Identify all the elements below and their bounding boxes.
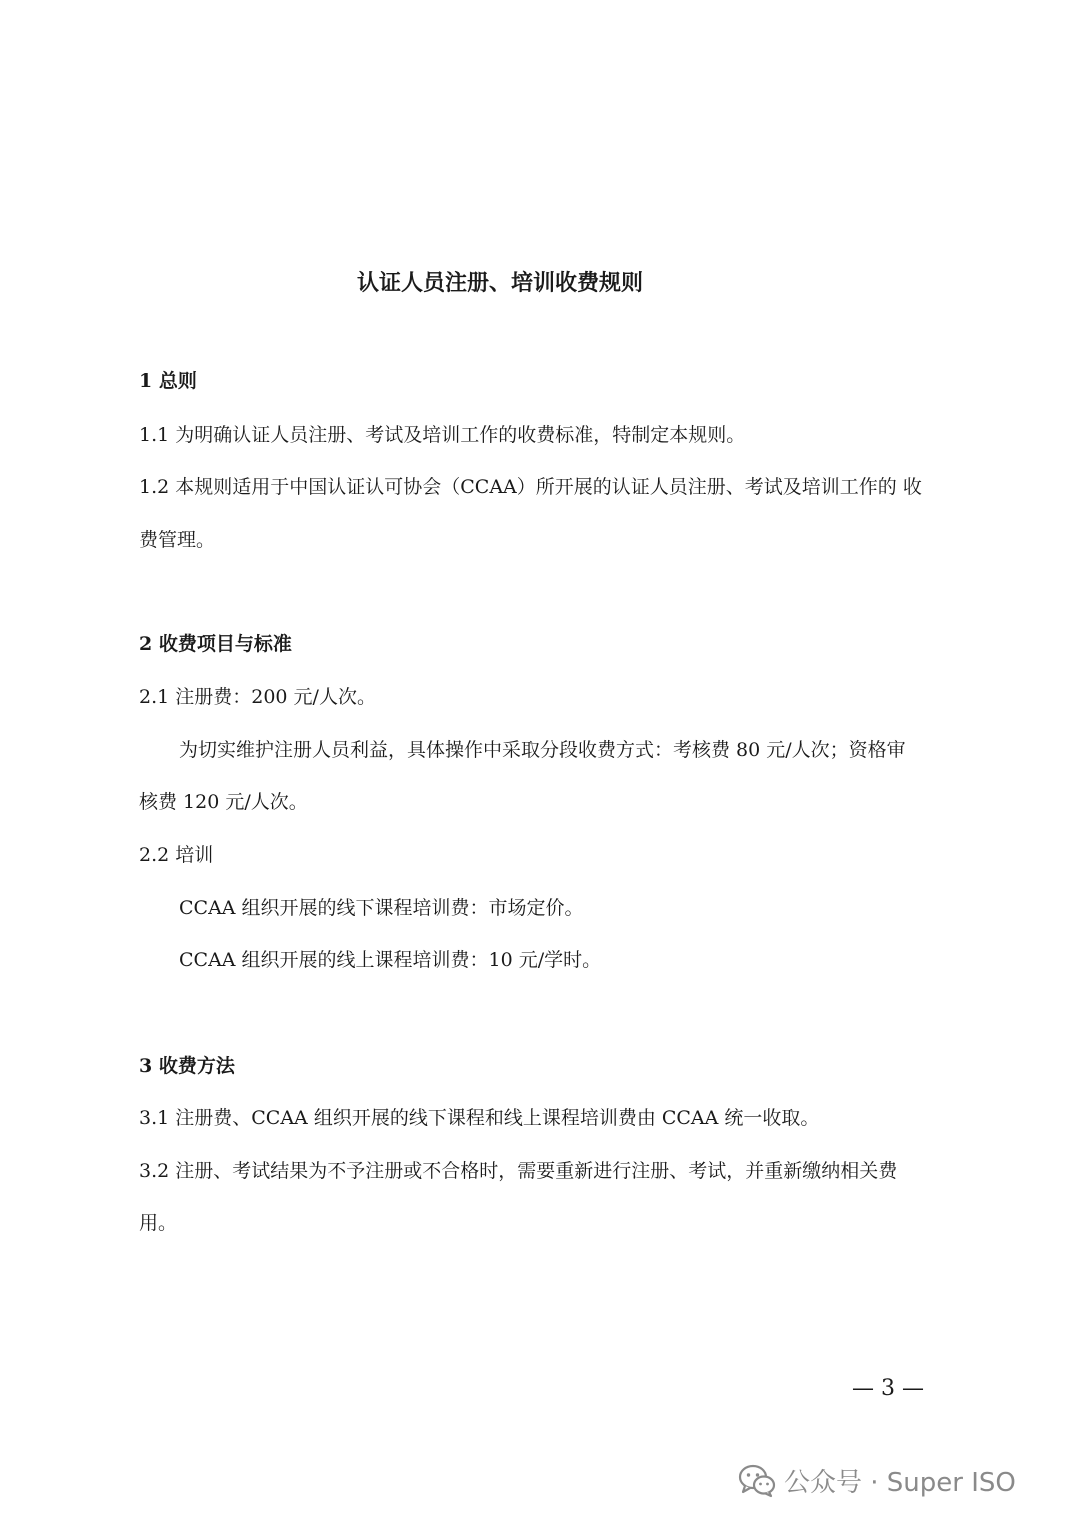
paragraph-line: 2.2 培训 (139, 844, 214, 866)
section-heading-2: 2 收费项目与标准 (139, 633, 292, 655)
paragraph-line: CCAA 组织开展的线上课程培训费：10 元/学时。 (179, 949, 602, 971)
watermark (738, 1462, 1016, 1499)
section-heading-1: 1 总则 (139, 370, 197, 392)
watermark-text: 公众号 · Super ISO (784, 1468, 1016, 1498)
paragraph-line: 1.2 本规则适用于中国认证认可协会（CCAA）所开展的认证人员注册、考试及培训工作的 收 (139, 476, 922, 498)
section-heading-3: 3 收费方法 (139, 1055, 235, 1077)
paragraph-line: 用。 (139, 1212, 178, 1234)
paragraph-line: 3.1 注册费、CCAA 组织开展的线下课程和线上课程培训费由 CCAA 统一收取。 (139, 1107, 820, 1129)
wechat-icon (738, 1464, 776, 1498)
page-number: — 3 — (852, 1376, 924, 1401)
paragraph-line: 1.1 为明确认证人员注册、考试及培训工作的收费标准，特制定本规则。 (139, 424, 746, 446)
paragraph-line: CCAA 组织开展的线下课程培训费：市场定价。 (179, 897, 584, 919)
paragraph-line: 2.1 注册费：200 元/人次。 (139, 686, 376, 708)
paragraph-line: 费管理。 (139, 529, 216, 551)
document-title: 认证人员注册、培训收费规则 (356, 270, 643, 296)
paragraph-line: 核费 120 元/人次。 (139, 791, 308, 813)
paragraph-line: 3.2 注册、考试结果为不予注册或不合格时，需要重新进行注册、考试，并重新缴纳相关费 (139, 1160, 898, 1182)
paragraph-line: 为切实维护注册人员利益，具体操作中采取分段收费方式：考核费 80 元/人次；资格审 (179, 739, 906, 761)
